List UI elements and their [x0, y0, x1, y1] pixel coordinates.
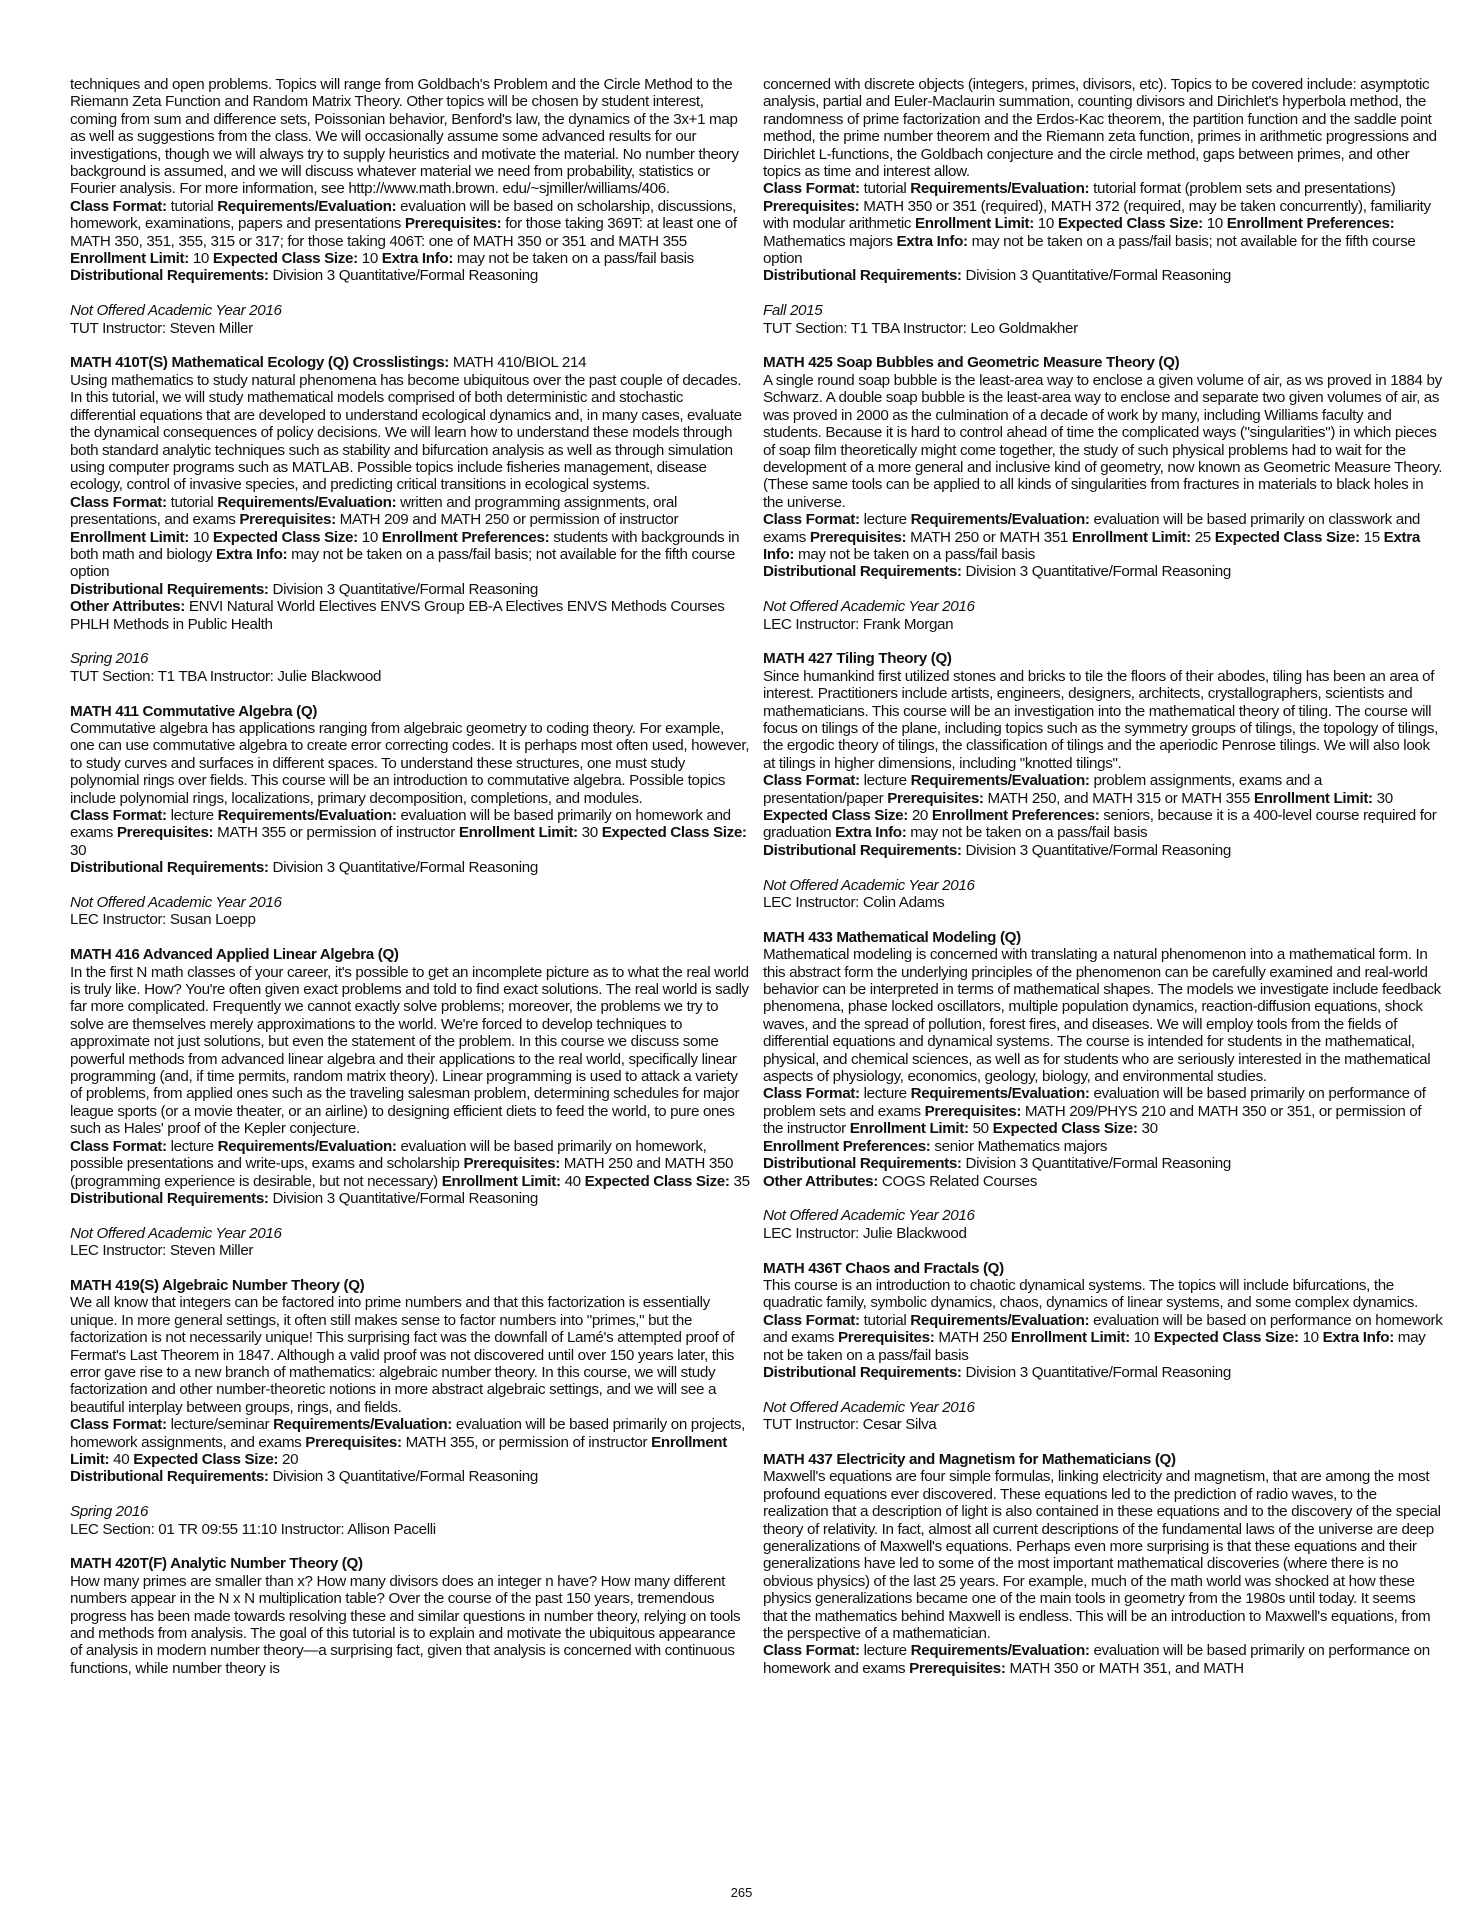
course-section: TUT Instructor: Cesar Silva: [763, 1416, 937, 1434]
course-title: MATH 419(S) Algebraic Number Theory (Q): [70, 1276, 365, 1294]
class-format-value: lecture: [863, 1085, 907, 1103]
class-size-value: 10: [1302, 1329, 1319, 1347]
dist-value: Division 3 Quantitative/Formal Reasoning: [965, 267, 1231, 285]
requirements-value: evaluation will be based primarily on performance of problem sets and exams: [763, 1085, 1426, 1120]
class-format-label: Class Format:: [763, 772, 860, 790]
course-section: LEC Instructor: Steven Miller: [70, 1242, 254, 1260]
requirements-value: tutorial format (problem sets and presentations): [1093, 180, 1396, 198]
prerequisites-value: MATH 350 or 351 (required), MATH 372 (required, may be taken concurrently), familiarity with modular arithmetic: [763, 197, 1431, 233]
dist-label: Distributional Requirements:: [70, 859, 269, 877]
course-section: LEC Instructor: Colin Adams: [763, 894, 945, 912]
class-format-value: tutorial: [863, 1311, 907, 1329]
course-description: Maxwell's equations are four simple formulas, linking electricity and magnetism, that are among the most profound equations ever discovered. These equations led to the prediction of radio waves, to the realization that a description of light is also contained in these equations and to the discovery of the special theory of relativity. In fact, almost all current descriptions of the fundamental laws of the universe are deep generalizations of Maxwell's equations. Perhaps even more surprising is that these equations and their generalizations have led to some of the most important mathematical discoveries (where there is no obvious physics) of the last 25 years. For example, much of the math world was shocked at how these physics generalizations became one of the main tools in geometry from the 1980s until today. It seems that the mathematics behind Maxwell is endless. This will be an introduction to Maxwell's equations, from the perspective of a mathematician.: [763, 1468, 1441, 1642]
dist-label: Distributional Requirements:: [70, 267, 269, 285]
enrollment-pref-label: Enrollment Preferences:: [1226, 215, 1395, 233]
course-title: MATH 433 Mathematical Modeling (Q): [763, 928, 1021, 946]
course-description: techniques and open problems. Topics will range from Goldbach's Problem and the Circle Method to the Riemann Zeta Function and Random Matrix Theory. Other topics will be chosen by student interest, coming from sum and difference sets, Poissonian behavior, Benford's law, the dynamics of the 3x+1 map as well as suggestions from the class. We will occasionally assume some advanced results for our investigations, though we will always try to supply heuristics and motivate the material. No number theory background is assumed, and we will discuss whatever material we need from probability, statistics or Fourier analysis. For more information, see http://www.math.brown. edu/~sjmiller/williams/406.: [70, 76, 739, 198]
prerequisites-label: Prerequisites:: [763, 197, 860, 215]
class-format-label: Class Format:: [70, 1416, 167, 1434]
course-term: Not Offered Academic Year 2016: [70, 302, 282, 320]
course-description: A single round soap bubble is the least-area way to enclose a given volume of air, as ws proved in 1884 by Schwarz. A double soap bubble is the least-area way to enclose and separate two given volumes of air, as was proved in 2000 as the culmination of a decade of work by many, including Williams faculty and students. Because it is hard to control ahead of time the complicated ways ("singularities") in which pieces of soap film theoretically might come together, the study of such physical problems had to wait for the development of a more general and inclusive kind of geometry, now known as Geometric Measure Theory. (These same tools can be applied to all kinds of singularities from fractures in materials to black holes in the universe.: [763, 371, 1443, 511]
course-description: This course is an introduction to chaotic dynamical systems. The topics will include bifurcations, the quadratic family, symbolic dynamics, chaos, dynamics of linear systems, and some complex dynamics.: [763, 1276, 1419, 1312]
course-title: MATH 416 Advanced Applied Linear Algebra (Q): [70, 946, 399, 964]
extra-info-label: Extra Info:: [1322, 1329, 1394, 1347]
course-title: MATH 427 Tiling Theory (Q): [763, 650, 952, 668]
course-details: [70, 198, 750, 268]
requirements-label: Requirements/Evaluation:: [217, 807, 397, 824]
extra-info-value: may not be taken on a pass/fail basis; not available for the fifth course option: [70, 545, 735, 581]
class-size-value: 30: [70, 841, 87, 859]
class-size-value: 35: [733, 1172, 750, 1190]
distributional-requirements: [70, 1468, 750, 1485]
course-section: LEC Instructor: Julie Blackwood: [763, 1224, 967, 1242]
enrollment-limit-value: 10: [1037, 215, 1054, 233]
course-heading: [70, 354, 750, 371]
prerequisites-value: MATH 250, and MATH 315 or MATH 355: [987, 789, 1250, 807]
course-term: Not Offered Academic Year 2016: [70, 894, 282, 912]
enrollment-pref-value: seniors, because it is a 400-level course required for graduation: [763, 807, 1437, 842]
class-format-label: Class Format:: [70, 197, 167, 215]
dist-label: Distributional Requirements:: [763, 1363, 962, 1381]
page-number: 265: [730, 1885, 753, 1900]
distributional-requirements: [70, 267, 750, 284]
class-format-label: Class Format:: [763, 180, 860, 198]
enrollment-limit-label: Enrollment Limit:: [1253, 789, 1373, 807]
course-section: TUT Section: T1 TBA Instructor: Leo Goldmakher: [763, 319, 1078, 337]
prerequisites-label: Prerequisites:: [838, 1329, 935, 1347]
prerequisites-value: MATH 209/PHYS 210 and MATH 350 or 351, or permission of the instructor: [763, 1102, 1422, 1138]
course-details: [70, 1138, 750, 1190]
requirements-label: Requirements/Evaluation:: [910, 1085, 1090, 1103]
prerequisites-value: MATH 355, or permission of instructor: [405, 1433, 648, 1451]
enrollment-pref-label: Enrollment Preferences:: [763, 1137, 931, 1155]
dist-label: Distributional Requirements:: [763, 563, 962, 581]
course-description: Commutative algebra has applications ranging from algebraic geometry to coding theory. For example, one can use commutative algebra to create error correcting codes. It is perhaps most often used, however, to study curves and surfaces in different spaces. To understand these structures, one must study polynomial rings over fields. This course will be an introduction to commutative algebra. Possible topics include polynomial rings, localizations, primary decomposition, completions, and modules.: [70, 719, 750, 807]
class-size-label: Expected Class Size:: [212, 250, 358, 268]
course-term: Fall 2015: [763, 302, 823, 320]
extra-info-label: Extra Info:: [896, 232, 968, 250]
course-term: Not Offered Academic Year 2016: [763, 1207, 975, 1225]
course-details: [763, 180, 1443, 267]
enrollment-limit-label: Enrollment Limit:: [441, 1172, 561, 1190]
course-section: LEC Section: 01 TR 09:55 11:10 Instructor: Allison Pacelli: [70, 1520, 436, 1538]
requirements-label: Requirements/Evaluation:: [217, 197, 397, 215]
enrollment-pref-value: students with backgrounds in both math and biology: [70, 528, 740, 563]
course-term: Not Offered Academic Year 2016: [763, 598, 975, 616]
class-size-value: 15: [1363, 528, 1380, 546]
requirements-label: Requirements/Evaluation:: [217, 1137, 397, 1155]
course-description: In the first N math classes of your career, it's possible to get an incomplete picture as to what the real world is truly like. How? You're often given exact problems and told to find exact solutions. The real world is sadly far more complicated. Frequently we cannot exactly solve problems; moreover, the problems we try to solve are themselves merely approximations to the world. We're forced to develop techniques to approximate not just solutions, but even the statement of the problem. In this course we discuss some powerful methods from advanced linear algebra and their applications to the real world, specifically linear programming (and, if time permits, random matrix theory). Linear programming is used to attack a variety of problems, from applied ones such as the traveling salesman problem, determining schedules for major league sports (or a movie theater, or an airline) to designing efficient diets to feed the world, to pure ones such as Hales' proof of the Kepler conjecture.: [70, 963, 749, 1138]
class-format-value: lecture/seminar: [170, 1416, 270, 1434]
enrollment-pref-value: Mathematics majors: [763, 232, 893, 250]
course-details: [763, 511, 1443, 563]
extra-info-value: may not be taken on a pass/fail basis: [910, 824, 1148, 842]
prerequisites-value: MATH 250: [938, 1329, 1007, 1347]
class-format-label: Class Format:: [70, 493, 167, 511]
course-title: MATH 436T Chaos and Fractals (Q): [763, 1259, 1004, 1277]
enrollment-limit-value: 10: [1133, 1329, 1150, 1347]
enrollment-limit-value: 10: [192, 528, 210, 546]
prerequisites-value: MATH 250 and MATH 350 (programming experience is desirable, but not necessary): [70, 1155, 734, 1190]
course-section: TUT Section: T1 TBA Instructor: Julie Blackwood: [70, 667, 382, 685]
prerequisites-value: MATH 355 or permission of instructor: [217, 824, 455, 842]
class-format-value: tutorial: [170, 493, 214, 511]
dist-value: Division 3 Quantitative/Formal Reasoning: [272, 580, 538, 598]
course-description: Using mathematics to study natural phenomena has become ubiquitous over the past couple of decades. In this tutorial, we will study mathematical models comprised of both deterministic and stochastic differential equations that are developed to understand ecological dynamics and, in many cases, evaluate the dynamical consequences of policy decisions. We will learn how to understand these models through both standard analytic techniques such as stability and bifurcation analysis as well as through simulation using computer programs such as MATLAB. Possible topics include fisheries management, disease ecology, control of invasive species, and predicting critical transitions in ecological systems.: [70, 371, 742, 494]
class-size-label: Expected Class Size:: [133, 1450, 279, 1468]
extra-info-label: Extra Info:: [835, 824, 907, 842]
class-size-label: Expected Class Size:: [1153, 1329, 1299, 1347]
course-details: [763, 1312, 1443, 1364]
requirements-value: evaluation will be based primarily on performance on homework and exams: [763, 1642, 1430, 1677]
requirements-label: Requirements/Evaluation:: [217, 493, 397, 511]
requirements-value: problem assignments, exams and a presentation/paper: [763, 772, 1322, 807]
course-term: Not Offered Academic Year 2016: [70, 1224, 282, 1242]
class-size-label: Expected Class Size:: [763, 807, 908, 824]
enrollment-limit-value: 50: [972, 1120, 989, 1138]
prerequisites-value: MATH 350 or MATH 351, and MATH: [1009, 1659, 1244, 1677]
course-title: MATH 410T(S) Mathematical Ecology (Q): [70, 354, 349, 372]
course-term: Not Offered Academic Year 2016: [763, 876, 975, 894]
course-title: MATH 425 Soap Bubbles and Geometric Measure Theory (Q): [763, 354, 1180, 372]
other-attributes-label: Other Attributes:: [70, 598, 185, 616]
course-title: MATH 420T(F) Analytic Number Theory (Q): [70, 1555, 363, 1573]
class-format-label: Class Format:: [763, 511, 860, 529]
dist-label: Distributional Requirements:: [763, 841, 962, 859]
class-format-value: tutorial: [863, 180, 907, 198]
class-format-label: Class Format:: [70, 1137, 167, 1155]
requirements-label: Requirements/Evaluation:: [910, 511, 1090, 529]
course-description: We all know that integers can be factored into prime numbers and that this factorization is essentially unique. In more general settings, it often still makes sense to factor numbers into "primes," but the factorization is not necessarily unique! This surprising fact was the downfall of Lamé's attempted proof of Fermat's Last Theorem in 1847. Although a valid proof was not discovered until over 150 years later, this error gave rise to a new branch of mathematics: algebraic number theory. In this course, we will study factorization and other number-theoretic notions in more abstract algebraic settings, and we will see a beautiful interplay between groups, rings, and fields.: [70, 1294, 735, 1416]
prerequisites-label: Prerequisites:: [887, 789, 984, 807]
enrollment-limit-label: Enrollment Limit:: [70, 250, 189, 268]
class-size-label: Expected Class Size:: [992, 1120, 1138, 1138]
prerequisites-value: MATH 250 or MATH 351: [910, 528, 1068, 546]
dist-value: Division 3 Quantitative/Formal Reasoning: [272, 859, 538, 877]
course-section: TUT Instructor: Steven Miller: [70, 319, 253, 337]
crosslistings-label: Crosslistings:: [352, 354, 449, 372]
class-size-value: 20: [911, 807, 929, 824]
enrollment-limit-label: Enrollment Limit:: [70, 528, 189, 546]
requirements-label: Requirements/Evaluation:: [910, 1311, 1090, 1329]
requirements-value: written and programming assignments, oral presentations, and exams: [70, 493, 677, 529]
distributional-requirements: [70, 1190, 750, 1207]
class-size-label: Expected Class Size:: [212, 528, 358, 546]
enrollment-limit-value: 40: [564, 1172, 581, 1190]
dist-value: Division 3 Quantitative/Formal Reasoning: [965, 841, 1231, 859]
class-format-value: lecture: [170, 807, 214, 824]
class-format-value: lecture: [170, 1137, 214, 1155]
other-attributes-value: ENVI Natural World Electives ENVS Group EB-A Electives ENVS Methods Courses PHLH Methods in Public Health: [70, 598, 725, 633]
enrollment-pref-label: Enrollment Preferences:: [381, 528, 550, 546]
class-size-label: Expected Class Size:: [1214, 528, 1360, 546]
course-description: Mathematical modeling is concerned with translating a natural phenomenon into a mathematical form. In this abstract form the underlying principles of the phenomenon can be carefully examined and real-world behavior can be interpreted in terms of mathematical shapes. The models we investigate include feedback phenomena, phase locked oscillators, multiple population dynamics, reaction-diffusion equations, shock waves, and the spread of pollution, forest fires, and diseases. We will employ tools from the fields of differential equations and dynamical systems. The course is intended for students in the mathematical, physical, and chemical sciences, as well as for students who are seriously interested in the mathematical aspects of physiology, economics, geology, biology, and environmental studies.: [763, 946, 1441, 1086]
prerequisites-value: MATH 209 and MATH 250 or permission of instructor: [339, 511, 679, 529]
class-format-label: Class Format:: [70, 807, 167, 824]
other-attributes-value: COGS Related Courses: [881, 1172, 1037, 1190]
class-size-value: 30: [1141, 1120, 1158, 1138]
dist-label: Distributional Requirements:: [70, 1468, 269, 1486]
course-details: [70, 807, 750, 859]
course-details: [70, 1416, 750, 1468]
course-details: [763, 1642, 1443, 1677]
class-size-label: Expected Class Size:: [601, 824, 747, 842]
prerequisites-label: Prerequisites:: [404, 215, 502, 233]
enrollment-pref-value: senior Mathematics majors: [934, 1137, 1108, 1155]
distributional-requirements: [763, 1155, 1443, 1172]
extra-info-label: Extra Info:: [381, 250, 454, 268]
dist-label: Distributional Requirements:: [763, 1155, 962, 1173]
extra-info-value: may not be taken on a pass/fail basis: [456, 250, 694, 268]
enrollment-limit-value: 30: [1376, 789, 1393, 807]
distributional-requirements: [763, 842, 1443, 859]
dist-value: Division 3 Quantitative/Formal Reasoning: [965, 563, 1231, 581]
enrollment-limit-value: 30: [581, 824, 598, 842]
enrollment-limit-value: 10: [192, 250, 210, 268]
course-section: LEC Instructor: Susan Loepp: [70, 911, 256, 929]
prerequisites-label: Prerequisites:: [116, 824, 214, 842]
requirements-label: Requirements/Evaluation:: [910, 772, 1090, 790]
requirements-value: evaluation will be based primarily on classwork and exams: [763, 511, 1421, 546]
requirements-value: evaluation will be based on performance on homework and exams: [763, 1311, 1443, 1347]
course-description: Since humankind first utilized stones and bricks to tile the floors of their abodes, tiling has been an area of interest. Practitioners include artists, engineers, designers, architects, crystallographers, scientists and mathematicians. This course will be an investigation into the mathematical theory of tiling. The course will focus on tilings of the plane, including topics such as the symmetry groups of tilings, the topology of tilings, the ergodic theory of tilings, the classification of tilings and the aperiodic Penrose tilings. We will also look at tilings in higher dimensions, including "knotted tilings".: [763, 667, 1438, 772]
course-term: Spring 2016: [70, 650, 149, 668]
class-size-value: 10: [361, 528, 378, 546]
enrollment-pref-label: Enrollment Preferences:: [931, 807, 1100, 824]
distributional-requirements: [763, 1364, 1443, 1381]
other-attributes: [70, 598, 750, 633]
distributional-requirements: [70, 581, 750, 598]
course-details: [763, 1085, 1443, 1137]
class-size-label: Expected Class Size:: [584, 1172, 730, 1190]
extra-info-value: may not be taken on a pass/fail basis: [798, 545, 1035, 563]
class-format-value: tutorial: [170, 197, 214, 215]
dist-label: Distributional Requirements:: [70, 580, 269, 598]
course-section: LEC Instructor: Frank Morgan: [763, 615, 954, 633]
distributional-requirements: [763, 267, 1443, 284]
course-term: Not Offered Academic Year 2016: [763, 1398, 975, 1416]
dist-value: Division 3 Quantitative/Formal Reasoning: [965, 1155, 1231, 1173]
requirements-label: Requirements/Evaluation:: [910, 180, 1090, 198]
prerequisites-label: Prerequisites:: [305, 1433, 402, 1451]
enrollment-limit-label: Enrollment Limit:: [849, 1120, 969, 1138]
left-column: [70, 76, 750, 1876]
class-format-value: lecture: [863, 1642, 907, 1660]
requirements-value: evaluation will be based primarily on projects, homework assignments, and exams: [70, 1416, 746, 1451]
distributional-requirements: [70, 859, 750, 876]
requirements-label: Requirements/Evaluation:: [273, 1416, 453, 1434]
enrollment-limit-label: Enrollment Limit:: [458, 824, 578, 842]
extra-info-label: Extra Info:: [763, 528, 1420, 563]
other-attributes: [763, 1173, 1443, 1190]
prerequisites-label: Prerequisites:: [909, 1659, 1006, 1677]
class-size-label: Expected Class Size:: [1057, 215, 1203, 233]
class-format-value: lecture: [863, 772, 907, 790]
class-format-label: Class Format:: [763, 1311, 860, 1329]
enrollment-limit-label: Enrollment Limit:: [70, 1433, 727, 1468]
enrollment-preferences: [763, 1138, 1443, 1155]
extra-info-value: may not be taken on a pass/fail basis; not available for the fifth course option: [763, 232, 1416, 268]
dist-label: Distributional Requirements:: [763, 267, 962, 285]
enrollment-limit-value: 40: [113, 1450, 130, 1468]
prerequisites-label: Prerequisites:: [924, 1102, 1022, 1120]
dist-value: Division 3 Quantitative/Formal Reasoning: [272, 1189, 538, 1207]
extra-info-label: Extra Info:: [215, 545, 288, 563]
requirements-value: evaluation will be based primarily on homework and exams: [70, 807, 731, 842]
enrollment-limit-label: Enrollment Limit:: [914, 215, 1034, 233]
dist-value: Division 3 Quantitative/Formal Reasoning: [965, 1363, 1231, 1381]
requirements-value: evaluation will be based primarily on homework, possible presentations and write-ups, exams and scholarship: [70, 1137, 707, 1173]
prerequisites-label: Prerequisites:: [239, 511, 336, 529]
course-term: Spring 2016: [70, 1503, 149, 1521]
dist-value: Division 3 Quantitative/Formal Reasoning: [272, 1468, 538, 1486]
crosslistings-value: MATH 410/BIOL 214: [452, 354, 587, 372]
course-title: MATH 437 Electricity and Magnetism for Mathematicians (Q): [763, 1450, 1176, 1468]
class-size-value: 10: [1206, 215, 1223, 233]
course-description: How many primes are smaller than x? How many divisors does an integer n have? How many different numbers appear in the N x N multiplication table? Over the course of the past 150 years, tremendous progress has been made towards resolving these and similar questions in number theory, relying on tools and methods from analysis. The goal of this tutorial is to explain and motivate the ubiquitous appearance of analysis in modern number theory—a surprising fact, given that analysis is concerned with continuous functions, while number theory is: [70, 1572, 741, 1677]
enrollment-limit-label: Enrollment Limit:: [1071, 528, 1191, 546]
class-size-value: 10: [361, 250, 378, 268]
other-attributes-label: Other Attributes:: [763, 1172, 878, 1190]
class-format-label: Class Format:: [763, 1642, 860, 1660]
class-format-label: Class Format:: [763, 1085, 860, 1103]
extra-info-value: may not be taken on a pass/fail basis: [763, 1329, 1426, 1364]
enrollment-limit-label: Enrollment Limit:: [1010, 1329, 1130, 1347]
class-format-value: lecture: [863, 511, 907, 529]
course-details: [70, 494, 750, 581]
prerequisites-label: Prerequisites:: [809, 528, 907, 546]
class-size-value: 20: [282, 1450, 299, 1468]
course-description: concerned with discrete objects (integers, primes, divisors, etc). Topics to be covered include: asymptotic analysis, partial and Euler-Maclaurin summation, counting divisors and Dirichlet's hyperbola method, the randomness of prime factorization and the Erdos-Kac theorem, the partition function and the saddle point method, the prime number theorem and the Riemann zeta function, primes in arithmetic progressions and Dirichlet L-functions, the Goldbach conjecture and the circle method, gaps between primes, and other topics as time and interest allow.: [763, 76, 1437, 181]
distributional-requirements: [763, 563, 1443, 580]
dist-value: Division 3 Quantitative/Formal Reasoning: [272, 267, 538, 285]
enrollment-limit-value: 25: [1194, 528, 1211, 546]
right-column: [763, 76, 1443, 1876]
requirements-label: Requirements/Evaluation:: [910, 1642, 1090, 1660]
dist-label: Distributional Requirements:: [70, 1189, 269, 1207]
course-title: MATH 411 Commutative Algebra (Q): [70, 702, 318, 720]
prerequisites-value: for those taking 369T: at least one of MATH 350, 351, 355, 315 or 317; for those taking 406T: one of MATH 350 or 351 and MATH 355: [70, 215, 737, 250]
course-details: [763, 772, 1443, 842]
requirements-value: evaluation will be based on scholarship, discussions, homework, examinations, papers and presentations: [70, 197, 737, 233]
prerequisites-label: Prerequisites:: [463, 1155, 560, 1173]
